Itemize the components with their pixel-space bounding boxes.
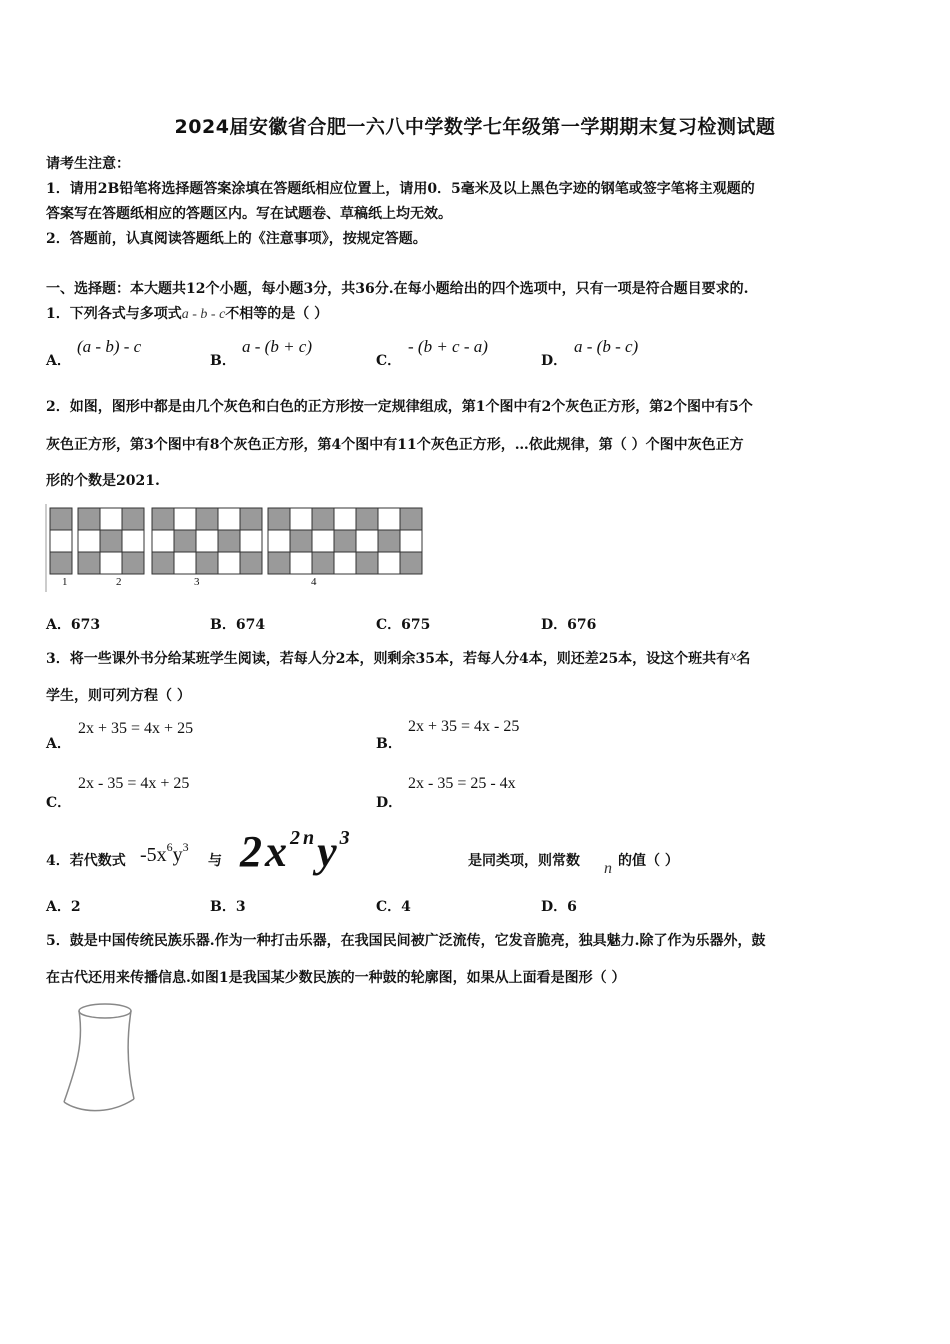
- q2-option-a: [46, 614, 100, 634]
- q2-option-c-label: C．: [376, 617, 402, 633]
- figure-label-1: 1: [62, 576, 68, 588]
- q2-option-c: [376, 614, 430, 634]
- q2-option-b-label: B．: [210, 617, 236, 633]
- question-2-line-3: 形的个数是2021.: [46, 473, 160, 489]
- q4-option-a-value: 2: [70, 899, 81, 915]
- figure-3-square: [240, 508, 262, 530]
- question-3-line-2: 学生，则可列方程（ ）: [46, 688, 191, 704]
- q4-term-2-coef: 2x: [240, 827, 290, 876]
- q4-term-1-y: y: [172, 844, 183, 866]
- figure-2-square: [78, 552, 100, 574]
- figure-label-2: 2: [116, 576, 122, 588]
- question-5-line-1: 5．鼓是中国传统民族乐器.作为一种打击乐器，在我国民间被广泛流传，它发音脆亮，独具魅力.除了作为乐器外，鼓: [46, 933, 766, 949]
- figure-2-square: [78, 530, 100, 552]
- figure-2-square: [100, 552, 122, 574]
- figure-4-square: [268, 552, 290, 574]
- q3-option-b-label: B．: [376, 736, 402, 752]
- figure-3-square: [152, 552, 174, 574]
- figure-3-square: [196, 530, 218, 552]
- question-4-prefix: 4．若代数式: [46, 853, 126, 869]
- figure-4-square: [400, 530, 422, 552]
- q3-option-d-math: 2x - 35 = 25 - 4x: [408, 775, 516, 792]
- figure-3-square: [218, 508, 240, 530]
- figure-2-square: [100, 530, 122, 552]
- q4-term-1-coef: -5x: [140, 844, 167, 866]
- q2-option-a-value: 673: [70, 617, 101, 633]
- figure-3-square: [174, 508, 196, 530]
- q4-option-d-value: 6: [567, 899, 577, 915]
- figure-3-square: [152, 508, 174, 530]
- square-pattern-figure: [44, 500, 464, 595]
- q4-option-b-value: 3: [235, 899, 246, 915]
- figure-4-square: [378, 508, 400, 530]
- section-1-heading: 一、选择题：本大题共12个小题，每小题3分，共36分.在每小题给出的四个选项中，只有一项是符合题目要求的.: [46, 281, 749, 297]
- drum-bottom-curve: [64, 1099, 134, 1111]
- figure-4-square: [312, 508, 334, 530]
- figure-3-square: [196, 552, 218, 574]
- question-4-connector: 与: [208, 853, 222, 869]
- figure-4-square: [356, 530, 378, 552]
- question-4-term-2: [240, 826, 353, 877]
- figure-4-square: [290, 552, 312, 574]
- question-3-line-1-prefix: 3．将一些课外书分给某班学生阅读，若每人分2本，则剩余35本，若每人分4本，则还差25本，设这个班共有: [46, 651, 731, 667]
- q2-option-a-label: A．: [46, 617, 71, 633]
- q2-option-d-value: 676: [567, 617, 597, 633]
- figure-label-3: 3: [194, 576, 200, 588]
- figure-label-4: 4: [311, 576, 317, 588]
- q3-option-b-math: 2x + 35 = 4x - 25: [408, 718, 520, 735]
- q1-option-a-math: (a - b) - c: [77, 337, 142, 356]
- figure-2-square: [122, 552, 144, 574]
- q4-term-1-exp-y: 3: [182, 840, 189, 854]
- figure-4-square: [312, 552, 334, 574]
- figure-3-square: [174, 552, 196, 574]
- figure-3-square: [174, 530, 196, 552]
- q2-option-d: [541, 614, 596, 634]
- notice-item-2: 2．答题前，认真阅读答题纸上的《注意事项》，按规定答题。: [46, 231, 427, 247]
- drum-right-side: [128, 1011, 134, 1099]
- figure-2-square: [122, 508, 144, 530]
- q1-option-b-label: B．: [210, 353, 236, 369]
- q3-option-c-label: C．: [46, 795, 72, 811]
- figure-4-square: [334, 508, 356, 530]
- q4-term-2-y: y: [317, 827, 340, 876]
- figure-4-square: [356, 552, 378, 574]
- question-1-prefix: 1．下列各式与多项式: [46, 306, 182, 322]
- q3-option-c-math: 2x - 35 = 4x + 25: [78, 775, 190, 792]
- question-2-line-1: 2．如图，图形中都是由几个灰色和白色的正方形按一定规律组成，第1个图中有2个灰色正方形，第2个图中有5个: [46, 399, 753, 415]
- q4-option-a: [46, 896, 81, 916]
- q1-option-d-math: a - (b - c): [574, 337, 639, 356]
- q2-option-d-label: D．: [541, 617, 568, 633]
- q1-option-c-label: C．: [376, 353, 402, 369]
- figure-3-square: [218, 530, 240, 552]
- question-4-var: n: [604, 860, 612, 877]
- figure-4-square: [268, 508, 290, 530]
- question-3-line-1-suffix: 名: [736, 651, 751, 667]
- question-4-middle: 是同类项，则常数: [468, 853, 580, 869]
- page-title: 2024届安徽省合肥一六八中学数学七年级第一学期期末复习检测试题: [174, 116, 776, 138]
- notice-heading: 请考生注意：: [46, 156, 130, 172]
- q4-term-2-exp-y: 3: [339, 827, 353, 849]
- figure-3-square: [152, 530, 174, 552]
- figure-1-square: [50, 552, 72, 574]
- q4-option-b: [210, 896, 246, 916]
- figure-4-square: [378, 530, 400, 552]
- q2-option-b-value: 674: [235, 617, 266, 633]
- figure-4-square: [290, 508, 312, 530]
- figure-3-square: [196, 508, 218, 530]
- figure-2-square: [100, 508, 122, 530]
- figure-4-square: [334, 552, 356, 574]
- question-5-line-2: 在古代还用来传播信息.如图1是我国某少数民族的一种鼓的轮廓图，如果从上面看是图形（ ）: [46, 970, 626, 986]
- q4-option-b-label: B．: [210, 899, 236, 915]
- q2-option-b: [210, 614, 265, 634]
- question-2-line-2: 灰色正方形，第3个图中有8个灰色正方形，第4个图中有11个灰色正方形，…依此规律，第（ ）个图中灰色正方: [46, 437, 744, 453]
- q4-term-1-exp-x: 6: [166, 840, 173, 854]
- q2-option-c-value: 675: [401, 617, 431, 633]
- drum-outline-figure: [58, 998, 148, 1118]
- figure-4-square: [400, 552, 422, 574]
- question-1-stem: [46, 303, 328, 323]
- figure-4-square: [312, 530, 334, 552]
- question-3-line-1: [46, 648, 750, 668]
- q4-option-c: [376, 896, 411, 916]
- drum-left-side: [64, 1011, 81, 1102]
- figure-4-square: [356, 508, 378, 530]
- q4-option-d-label: D．: [541, 899, 568, 915]
- figure-3-square: [240, 530, 262, 552]
- question-1-math: a - b - c: [181, 307, 226, 322]
- q4-option-c-label: C．: [376, 899, 402, 915]
- q4-option-d: [541, 896, 577, 916]
- figure-3-square: [240, 552, 262, 574]
- figure-4-square: [268, 530, 290, 552]
- figure-4-square: [400, 508, 422, 530]
- q4-option-a-label: A．: [46, 899, 71, 915]
- question-4-suffix: 的值（ ）: [618, 853, 679, 869]
- q3-option-a-math: 2x + 35 = 4x + 25: [78, 720, 194, 737]
- figure-3-square: [218, 552, 240, 574]
- q3-option-a-label: A．: [46, 736, 71, 752]
- figure-1-square: [50, 530, 72, 552]
- figure-2-square: [122, 530, 144, 552]
- q1-option-d-label: D．: [541, 353, 568, 369]
- q4-term-2-exp-x: 2n: [290, 827, 318, 849]
- question-1-suffix: 不相等的是（ ）: [225, 306, 329, 322]
- question-4-term-1: [140, 840, 189, 867]
- figure-4-square: [334, 530, 356, 552]
- question-3-var: x: [730, 649, 737, 664]
- q1-option-c-math: - (b + c - a): [408, 337, 488, 356]
- q3-option-d-label: D．: [376, 795, 403, 811]
- q4-option-c-value: 4: [401, 899, 411, 915]
- q1-option-b-math: a - (b + c): [242, 337, 313, 356]
- figure-4-square: [290, 530, 312, 552]
- figure-4-square: [378, 552, 400, 574]
- figure-2-square: [78, 508, 100, 530]
- notice-item-1-line-2: 答案写在答题纸相应的答题区内。写在试题卷、草稿纸上均无效。: [46, 206, 452, 222]
- figure-groups: [50, 508, 422, 574]
- q1-option-a-label: A．: [46, 353, 71, 369]
- drum-top-ellipse: [79, 1004, 131, 1018]
- figure-1-square: [50, 508, 72, 530]
- notice-item-1-line-1: 1．请用2B铅笔将选择题答案涂填在答题纸相应位置上，请用0．5毫米及以上黑色字迹的钢笔或签字笔将主观题的: [46, 181, 755, 197]
